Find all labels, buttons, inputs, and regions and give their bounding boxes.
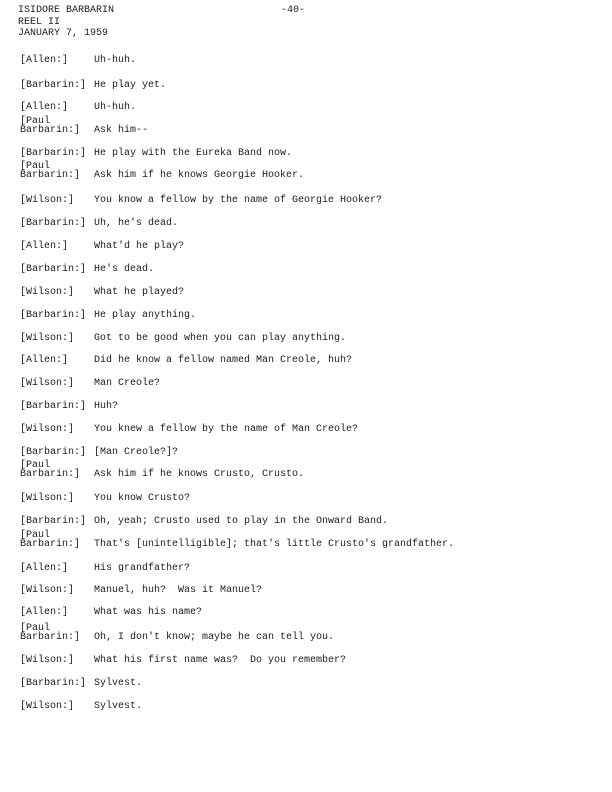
speaker-name: Barbarin:]: [20, 539, 81, 550]
speaker-name: [Wilson:]: [20, 378, 75, 389]
speaker-label: [20, 447, 94, 458]
speaker-label: [20, 460, 94, 480]
speaker-label: [20, 148, 94, 159]
dialogue-text: What his first name was? Do you remember?: [94, 655, 347, 666]
dialogue-text: He play with the Eureka Band now.: [94, 148, 293, 159]
speaker-name: [Barbarin:]: [20, 310, 87, 321]
speaker-name: [Barbarin:]: [20, 218, 87, 229]
dialogue-text: Uh-huh.: [94, 55, 137, 66]
speaker-name: [Wilson:]: [20, 493, 75, 504]
speaker-label: [20, 355, 94, 366]
speaker-name: [Wilson:]: [20, 701, 75, 712]
document-header: [18, 5, 114, 40]
speaker-name: [Barbarin:]: [20, 148, 87, 159]
speaker-label: [20, 287, 94, 298]
speaker-label: [20, 310, 94, 321]
speaker-name: [Wilson:]: [20, 655, 75, 666]
dialogue-text: Ask him if he knows Crusto, Crusto.: [94, 469, 305, 480]
speaker-name: [Wilson:]: [20, 195, 75, 206]
dialogue-text: You know a fellow by the name of Georgie Hooker?: [94, 195, 383, 206]
dialogue-text: Did he know a fellow named Man Creole, huh?: [94, 355, 353, 366]
speaker-label: [20, 102, 94, 113]
dialogue-text: Got to be good when you can play anything.: [94, 333, 347, 344]
dialogue-text: You know Crusto?: [94, 493, 191, 504]
speaker-name: [Barbarin:]: [20, 264, 87, 275]
dialogue-text: Ask him if he knows Georgie Hooker.: [94, 170, 305, 181]
dialogue-text: What was his name?: [94, 607, 203, 618]
dialogue-text: He play anything.: [94, 310, 197, 321]
header-title: ISIDORE BARBARIN: [18, 5, 115, 16]
dialogue-text: Ask him--: [94, 125, 149, 136]
speaker-label: [20, 195, 94, 206]
speaker-label: [20, 333, 94, 344]
dialogue-text: Oh, yeah; Crusto used to play in the Onward Band.: [94, 516, 389, 527]
speaker-name: [Allen:]: [20, 607, 69, 618]
header-reel: REEL II: [18, 16, 61, 28]
dialogue-text: [Man Creole?]?: [94, 447, 179, 458]
dialogue-text: He's dead.: [94, 264, 155, 275]
speaker-label: [20, 218, 94, 229]
speaker-label: [20, 607, 94, 618]
speaker-label: [20, 378, 94, 389]
speaker-label: [20, 623, 94, 643]
speaker-label: [20, 655, 94, 666]
dialogue-text: Uh-huh.: [94, 102, 137, 113]
speaker-prefix: [Paul: [20, 460, 51, 471]
speaker-name: [Wilson:]: [20, 333, 75, 344]
speaker-label: [20, 516, 94, 527]
speaker-name: Barbarin:]: [20, 632, 81, 643]
speaker-label: [20, 701, 94, 712]
speaker-name: [Barbarin:]: [20, 678, 87, 689]
speaker-prefix: [Paul: [20, 623, 51, 634]
speaker-prefix: [Paul: [20, 530, 51, 541]
speaker-prefix: [Paul: [20, 116, 51, 127]
speaker-name: [Wilson:]: [20, 287, 75, 298]
dialogue-text: Huh?: [94, 401, 119, 412]
speaker-label: [20, 424, 94, 435]
speaker-label: [20, 264, 94, 275]
speaker-label: [20, 678, 94, 689]
speaker-name: [Allen:]: [20, 102, 69, 113]
dialogue-text: You knew a fellow by the name of Man Creole?: [94, 424, 359, 435]
speaker-name: [Barbarin:]: [20, 401, 87, 412]
speaker-name: [Wilson:]: [20, 585, 75, 596]
dialogue-text: Manuel, huh? Was it Manuel?: [94, 585, 263, 596]
dialogue-text: His grandfather?: [94, 563, 191, 574]
speaker-label: [20, 401, 94, 412]
speaker-name: Barbarin:]: [20, 170, 81, 181]
speaker-name: [Allen:]: [20, 241, 69, 252]
speaker-name: [Allen:]: [20, 55, 69, 66]
speaker-name: [Barbarin:]: [20, 516, 87, 527]
speaker-name: [Allen:]: [20, 355, 69, 366]
dialogue-text: Man Creole?: [94, 378, 161, 389]
speaker-label: [20, 493, 94, 504]
speaker-name: Barbarin:]: [20, 125, 81, 136]
speaker-label: [20, 585, 94, 596]
speaker-name: Barbarin:]: [20, 469, 81, 480]
speaker-label: [20, 116, 94, 136]
dialogue-text: What he played?: [94, 287, 185, 298]
dialogue-text: What'd he play?: [94, 241, 185, 252]
speaker-name: [Allen:]: [20, 563, 69, 574]
speaker-label: [20, 80, 94, 91]
header-date: JANUARY 7, 1959: [18, 28, 109, 39]
speaker-prefix: [Paul: [20, 161, 51, 172]
speaker-label: [20, 55, 94, 66]
speaker-name: [Barbarin:]: [20, 447, 87, 458]
page-number: -40-: [281, 5, 306, 16]
dialogue-text: Uh, he's dead.: [94, 218, 179, 229]
dialogue-text: Sylvest.: [94, 678, 143, 689]
speaker-label: [20, 563, 94, 574]
speaker-name: [Barbarin:]: [20, 80, 87, 91]
speaker-label: [20, 241, 94, 252]
speaker-name: [Wilson:]: [20, 424, 75, 435]
speaker-label: [20, 530, 94, 550]
speaker-label: [20, 161, 94, 181]
dialogue-text: Oh, I don't know; maybe he can tell you.: [94, 632, 335, 643]
dialogue-text: He play yet.: [94, 80, 167, 91]
dialogue-text: That's [unintelligible]; that's little Crusto's grandfather.: [94, 539, 455, 550]
dialogue-text: Sylvest.: [94, 701, 143, 712]
